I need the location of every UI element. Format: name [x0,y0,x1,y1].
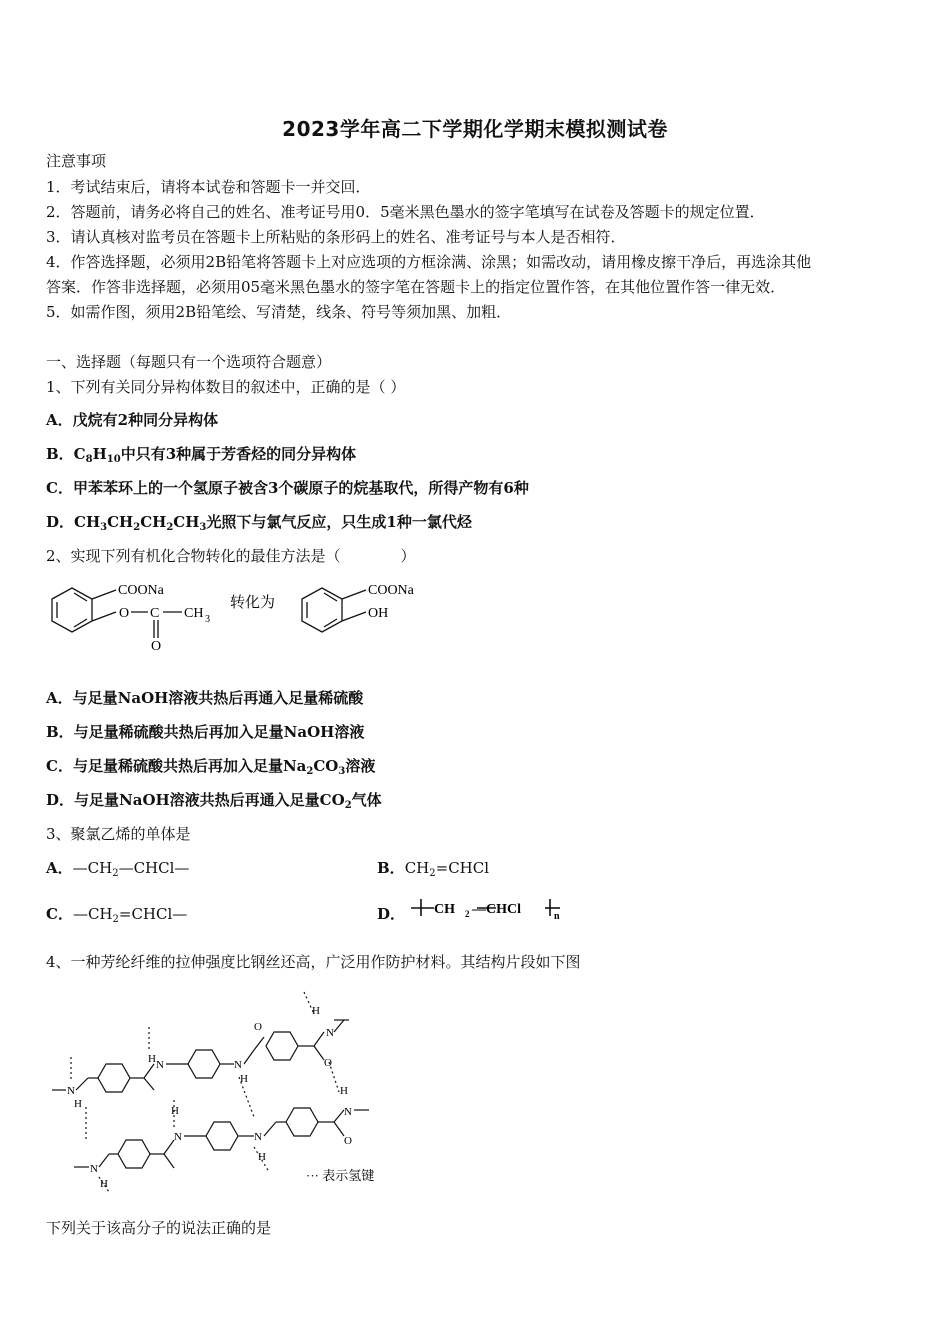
q1-stem: 1、下列有关同分异构体数目的叙述中，正确的是（ ） [46,378,406,396]
q2-option-d: D．与足量NaOH溶液共热后再通入足量$CO_2$气体 [46,791,382,811]
atom-o: O [254,1021,262,1033]
q3-stem: 3、聚氯乙烯的单体是 [46,825,191,843]
q1-option-b: B．$C_8H_{10}$中只有3种属于芳香烃的同分异构体 [46,445,357,465]
left-coona-label: COONa [118,583,164,598]
notice-heading: 注意事项 [46,152,107,170]
atom-h: H [148,1053,156,1065]
left-methyl-subscript: 3 [205,614,210,625]
atom-h: H [240,1073,248,1085]
atom-h: H [100,1178,108,1190]
right-coona-label: COONa [368,583,414,598]
atom-n: N [90,1163,98,1175]
atom-n: N [234,1059,242,1071]
atom-h: H [340,1085,348,1097]
left-carbonyl-oxygen: O [151,639,162,654]
atom-h: H [258,1151,266,1163]
polymer-chcl-label: —CHCl [472,902,521,917]
atom-n: N [156,1059,164,1071]
right-oh-label: OH [368,606,389,621]
atom-n: N [326,1027,334,1039]
q2-option-c: C．与足量稀硫酸共热后再加入足量$Na_2CO_3$溶液 [46,757,376,777]
notice-item-3: 3．请认真核对监考员在答题卡上所粘贴的条形码上的姓名、准考证号与本人是否相符． [46,228,626,246]
q4-stem: 4、一种芳纶纤维的拉伸强度比钢丝还高，广泛用作防护材料。其结构片段如下图 [46,953,581,971]
polymer-n-label: n [554,911,560,922]
atom-h: H [171,1105,179,1117]
q2-option-a: A．与足量NaOH溶液共热后再通入足量稀硫酸 [46,689,364,707]
q2-reaction-figure [44,570,464,660]
atom-n: N [344,1106,352,1118]
atom-n: N [174,1131,182,1143]
q3-option-d-label: D． [377,905,406,923]
aramid-structure-figure [44,982,389,1200]
page-title: 2023学年高二下学期化学期末模拟测试卷 [282,117,668,141]
atom-n: N [67,1085,75,1097]
left-carbonyl-carbon: C [150,606,160,621]
atom-o: O [344,1135,352,1147]
atom-n: N [254,1131,262,1143]
q3-option-b: B．$CH_2=CHCl$ [377,859,490,879]
notice-item-1: 1．考试结束后，请将本试卷和答题卡一并交回． [46,178,371,196]
atom-h: H [312,1005,320,1017]
atom-h: H [74,1098,82,1110]
q4-followup: 下列关于该高分子的说法正确的是 [46,1219,272,1237]
atom-o: O [324,1057,332,1069]
notice-item-4: 4．作答选择题，必须用2B铅笔将答题卡上对应选项的方框涂满、涂黑；如需改动，请用橡皮擦干净后，再选涂其他 [46,253,812,271]
polymer-ch-label: CH [434,902,455,917]
left-ester-oxygen: O [119,606,130,621]
q1-option-a: A．戊烷有2种同分异构体 [46,411,219,429]
q3-option-c: C．$—CH_2=CHCl—$ [46,905,188,925]
q3-option-a: A．$—CH_2—CHCl—$ [46,859,190,879]
q3-option-d-polymer [408,894,568,922]
q2-option-b: B．与足量稀硫酸共热后再加入足量NaOH溶液 [46,723,365,741]
benzene-ring-right [302,588,366,632]
q1-option-d: D．$CH_3CH_2CH_2CH_3$光照下与氯气反应，只生成1种一氯代烃 [46,513,472,533]
notice-item-5: 5．如需作图，须用2B铅笔绘、写清楚，线条、符号等须加黑、加粗． [46,303,512,321]
notice-item-2: 2．答题前，请务必将自己的姓名、准考证号用0．5毫米黑色墨水的签字笔填写在试卷及答题卡的规定位置． [46,203,765,221]
hydrogen-bond-legend: ··· 表示氢键 [306,1168,375,1183]
q2-stem: 2、实现下列有机化合物转化的最佳方法是（ ） [46,547,416,565]
polymer-ch-subscript: 2 [465,909,470,919]
section-heading: 一、选择题（每题只有一个选项符合题意） [46,353,332,371]
q1-option-c: C．甲苯苯环上的一个氢原子被含3个碳原子的烷基取代，所得产物有6种 [46,479,529,497]
conversion-label: 转化为 [230,595,276,611]
left-methyl-label: CH [184,606,204,621]
notice-item-4-cont: 答案．作答非选择题，必须用05毫米黑色墨水的签字笔在答题卡上的指定位置作答，在其他位置作答一律无效． [46,278,786,296]
